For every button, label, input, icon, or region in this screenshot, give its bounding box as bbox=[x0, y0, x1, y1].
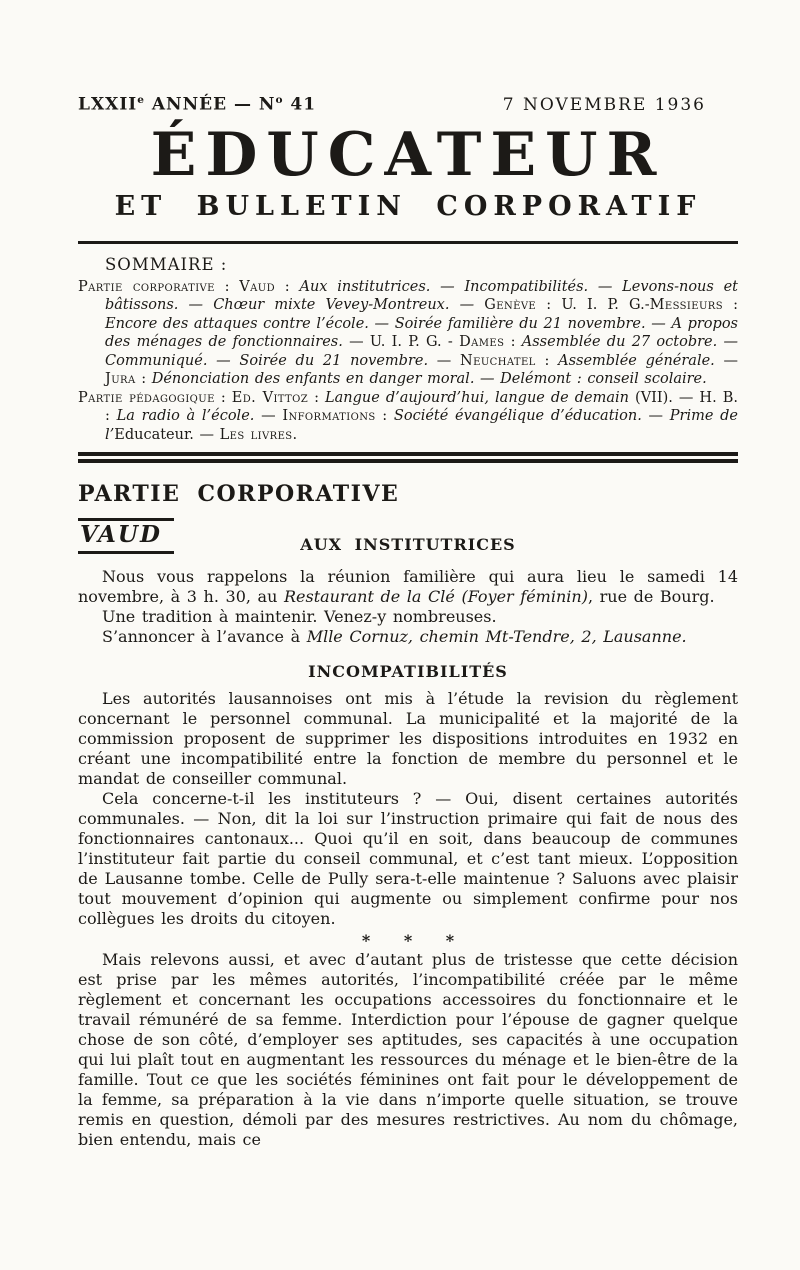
paragraph: Nous vous rappelons la réunion familière qui aura lieu le samedi 14 novembre, à 3 h. 30, au Restaurant de la Clé (Foyer féminin), rue de Bourg. bbox=[78, 567, 738, 607]
publication-title: ÉDUCATEUR bbox=[150, 120, 666, 191]
masthead bbox=[78, 94, 738, 222]
paragraph: Mais relevons aussi, et avec d’autant plus de tristesse que cette décision est prise par les mêmes autorités, l’incompatibilité créée par le même règlement et concernant les occupations accessoires du fonctionnaire et le travail rémunéré de sa femme. Interdiction pour l’épouse de gagner quelque chose de son côté, d’employer ses aptitudes, ses capacités à une occupation qui lui plaît tout en augmentant les ressources du ménage et le bien-être de la famille. Tout ce que les sociétés féminines ont fait pour le développement de la femme, sa préparation à la vie dans n’importe quelle situation, se trouve remis en question, démoli par des mesures restrictives. Au nom du chômage, bien entendu, mais ce bbox=[78, 950, 738, 1150]
article-title-institutrices: AUX INSTITUTRICES bbox=[300, 535, 516, 555]
rule-above-sommaire bbox=[78, 241, 738, 244]
paragraph: Les autorités lausannoises ont mis à l’étude la revision du règlement concernant le personnel communal. La municipalité et la majorité de la commission proposent de supprimer les dispositions introduites en 1932 en créant une incompatibilité entre la fonction de membre du personnel et le mandat de conseiller communal. bbox=[78, 689, 738, 789]
publication-subtitle: ET BULLETIN CORPORATIF bbox=[114, 191, 702, 223]
canton-band bbox=[78, 520, 738, 564]
sommaire-section bbox=[78, 256, 738, 444]
article-title-incompatibilites: INCOMPATIBILITÉS bbox=[308, 662, 508, 682]
section-heading-corporative: PARTIE CORPORATIVE bbox=[78, 481, 400, 508]
canton-label: VAUD bbox=[78, 518, 174, 554]
sommaire-entry-pedagogique: Partie pédagogique : Ed. Vittoz : Langue d’aujourd’hui, langue de demain (VII). — H. B. : La radio à l’école. — Informations : Société évangélique d’éducation. — Prime de l’Educateur. — Les livres. bbox=[78, 389, 738, 443]
paragraph: S’annoncer à l’avance à Mlle Cornuz, chemin Mt-Tendre, 2, Lausanne. bbox=[102, 627, 687, 647]
rule-below-sommaire bbox=[78, 452, 738, 463]
paragraph: Une tradition à maintenir. Venez-y nombreuses. bbox=[102, 607, 497, 627]
issue-row bbox=[78, 94, 738, 115]
sommaire-entry-corporative: Partie corporative : Vaud : Aux institutrices. — Incompatibilités. — Levons-nous et bâtissons. — Chœur mixte Vevey-Montreux. — Genève : U. I. P. G.-Messieurs : Encore des attaques contre l’école. — Soirée familière du 21 novembre. — A propos des ménages de fonctionnaires. — U. I. P. G. - Dames : Assemblée du 27 octobre. — Communiqué. — Soirée du 21 novembre. — Neuchatel : Assemblée générale. — Jura : Dénonciation des enfants en danger moral. — Delémont : conseil scolaire. bbox=[78, 278, 739, 388]
asterisk-separator: * * * bbox=[361, 931, 469, 951]
issue-date: 7 NOVEMBRE 1936 bbox=[502, 94, 706, 115]
paragraph: Cela concerne-t-il les instituteurs ? — Oui, disent certaines autorités communales. — Non, dit la loi sur l’instruction primaire qui fait de nous des fonctionnaires cantonaux... Quoi qu’il en soit, dans beaucoup de communes l’instituteur fait partie du conseil communal, et c’est tant mieux. L’opposition de Lausanne tombe. Celle de Pully sera-t-elle maintenue ? Saluons avec plaisir tout mouvement d’opinion qui augmente ou simplement confirme pour nos collègues les droits du citoyen. bbox=[78, 789, 738, 929]
page-body bbox=[78, 481, 738, 1150]
sommaire-label: SOMMAIRE : bbox=[105, 255, 228, 275]
issue-number: LXXIIe ANNÉE — $N^o$ 41 bbox=[78, 94, 317, 115]
